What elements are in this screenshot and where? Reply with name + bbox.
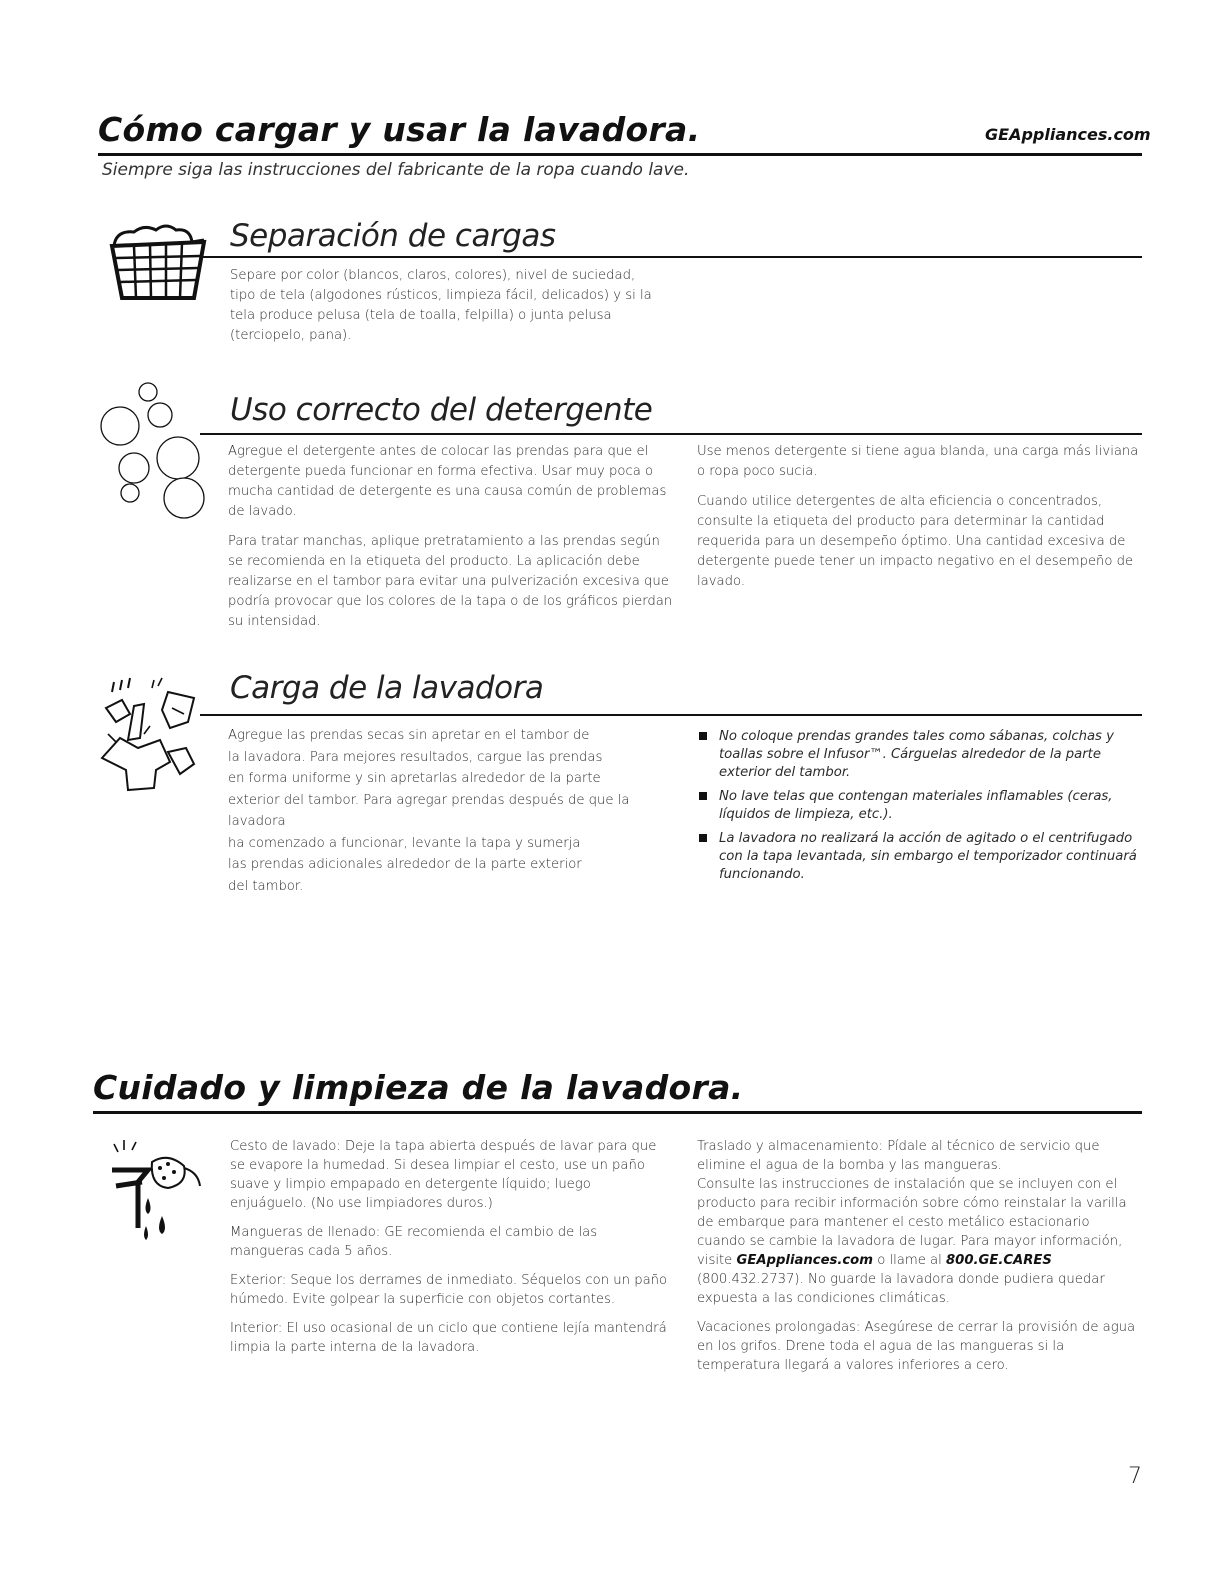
paragraph: Mangueras de llenado: GE recomienda el cambio de las mangueras cada 5 años. — [230, 1225, 598, 1259]
text-line: exterior del tambor. Para agregar prendas después de que la — [228, 792, 630, 808]
section-title-carga: Carga de la lavadora — [230, 670, 544, 706]
text-run: (800.432.2737). No guarde la lavadora donde pudiera quedar expuesta a las condiciones climáticas. — [697, 1272, 1105, 1306]
text-run: Consulte las instrucciones de instalación que se incluyen con el producto para recibir información sobre cómo reinstalar la varilla de embarque para mantener el cesto metálico estacionario cuando se cambie la lavadora de lugar. Para mayor información, visite — [697, 1177, 1127, 1268]
text-line: del tambor. — [228, 878, 304, 894]
paragraph: Interior: El uso ocasional de un ciclo que contiene lejía mantendrá limpia la parte interna de la lavadora. — [230, 1321, 667, 1355]
bullet-text: No coloque prendas grandes tales como sábanas, colchas y toallas sobre el Infusor™. Cárguelas alrededor de la parte exterior del tambor. — [719, 729, 1114, 780]
list-item — [697, 728, 1137, 782]
paragraph: Separe por color (blancos, claros, colores), nivel de suciedad, tipo de tela (algodones rústicos, limpieza fácil, delicados) y si la tela produce pelusa (tela de toalla, felpilla) o junta pelusa (terciopelo, pana). — [230, 268, 652, 343]
separacion-text — [230, 266, 660, 356]
paragraph: Para tratar manchas, aplique pretratamiento a las prendas según se recomienda en la etiqueta del producto. La aplicación debe realizarse en el tambor para evitar una pulverización excesiva que podría provocar que los colores de la tapa o de los gráficos pierdan su intensidad. — [228, 534, 673, 629]
phone-link[interactable]: 800.GE.CARES — [945, 1253, 1052, 1268]
paragraph: Use menos detergente si tiene agua blanda, una carga más liviana o ropa poco sucia. — [697, 444, 1139, 479]
paragraph: Agregue el detergente antes de colocar las prendas para que el detergente pueda funcionar en forma efectiva. Usar muy poca o mucha cantidad de detergente es una causa común de problemas de lavado. — [228, 444, 667, 519]
paragraph: Exterior: Seque los derrames de inmediato. Séquelos con un paño húmedo. Evite golpear la superficie con objetos cortantes. — [230, 1273, 668, 1307]
page-number: 7 — [1128, 1464, 1142, 1489]
laundry-basket-icon — [104, 222, 214, 306]
detergente-left-column — [228, 442, 673, 642]
paragraph: Vacaciones prolongadas: Asegúrese de cerrar la provisión de agua en los grifos. Drene toda el agua de las mangueras si la temperatura llegará a valores inferiores a cero. — [697, 1320, 1136, 1373]
care-title: Cuidado y limpieza de la lavadora. — [93, 1068, 744, 1107]
care-right-column — [697, 1137, 1142, 1385]
care-left-column — [230, 1137, 670, 1367]
paragraph: Traslado y almacenamiento: Pídale al técnico de servicio que elimine el agua de la bomba y las mangueras. — [697, 1139, 1100, 1173]
text-line: lavadora — [228, 814, 286, 829]
care-rule — [93, 1111, 1142, 1114]
page-title: Cómo cargar y usar la lavadora. — [98, 110, 701, 149]
bullet-text: La lavadora no realizará la acción de agitado o el centrifugado con la tapa levantada, sin embargo el temporizador continuará funcionando. — [719, 831, 1137, 882]
bubbles-icon — [100, 380, 210, 514]
carga-left-column — [228, 725, 678, 897]
paragraph: Cesto de lavado: Deje la tapa abierta después de lavar para que se evapore la humedad. Si desea limpiar el cesto, use un paño suave y limpio empapado en detergente líquido; luego enjuáguelo. (No use limpiadores duros.) — [230, 1139, 657, 1211]
page-subtitle: Siempre siga las instrucciones del fabricante de la ropa cuando lave. — [102, 160, 690, 180]
list-item — [697, 788, 1137, 824]
text-line: la lavadora. Para mejores resultados, cargue las prendas — [228, 749, 603, 765]
text-line: en forma uniforme y sin apretarlas alrededor de la parte — [228, 771, 601, 786]
paragraph: Cuando utilice detergentes de alta eficiencia o concentrados, consulte la etiqueta del producto para determinar la cantidad requerida para un desempeño óptimo. Una cantidad excesiva de detergente puede tener un impacto negativo en el desempeño de lavado. — [697, 494, 1134, 589]
text-run: o llame al — [877, 1253, 942, 1268]
text-line: Agregue las prendas secas sin apretar en el tambor de — [228, 728, 590, 743]
website-label: GEAppliances.com — [985, 125, 1151, 144]
header-rule — [98, 153, 1142, 156]
list-item — [697, 830, 1137, 884]
bullet-square-icon — [699, 792, 707, 800]
text-line: las prendas adicionales alrededor de la parte exterior — [228, 857, 582, 872]
detergente-right-column — [697, 442, 1142, 602]
bullet-text: No lave telas que contengan materiales inflamables (ceras, líquidos de limpieza, etc.). — [719, 789, 1113, 822]
sponge-icon — [108, 1138, 208, 1252]
paragraph — [697, 1175, 1142, 1308]
section-rule — [200, 256, 1142, 258]
section-rule — [200, 433, 1142, 435]
section-rule — [200, 714, 1142, 716]
clothes-icon — [98, 678, 213, 802]
bullet-square-icon — [699, 834, 707, 842]
bullet-square-icon — [699, 732, 707, 740]
website-link[interactable]: GEAppliances.com — [736, 1253, 873, 1268]
text-line: ha comenzado a funcionar, levante la tapa y sumerja — [228, 835, 581, 851]
section-title-detergente: Uso correcto del detergente — [230, 392, 653, 428]
section-title-separacion: Separación de cargas — [230, 218, 556, 254]
carga-bullet-list — [697, 728, 1137, 890]
